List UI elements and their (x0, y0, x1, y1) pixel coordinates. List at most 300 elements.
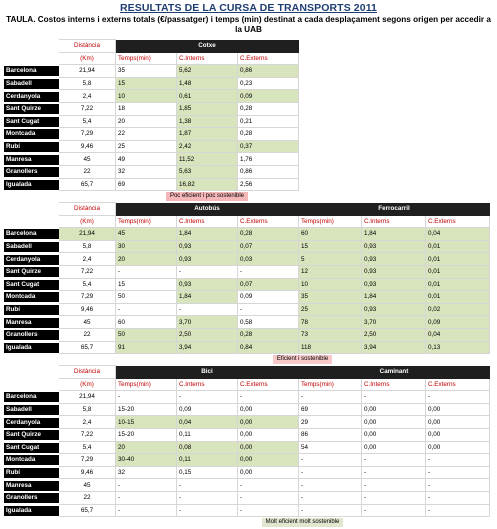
value-cell: 78 (299, 316, 362, 329)
table-row (3, 265, 490, 278)
city-label: Barcelona (4, 66, 59, 76)
distance-value: 5,4 (59, 441, 116, 454)
distance-value: 5,8 (59, 240, 116, 253)
km-header: (Km) (59, 378, 116, 391)
value-cell: 0,09 (177, 403, 238, 416)
distance-value: 2,4 (59, 253, 116, 266)
value-cell: 5 (299, 253, 362, 266)
value-cell: - (299, 479, 362, 492)
value-cell: 15-20 (116, 428, 177, 441)
external-cost-header: C.Externs (238, 52, 299, 65)
table-row (3, 466, 490, 479)
value-cell: 1,76 (238, 153, 299, 166)
value-cell: - (116, 303, 177, 316)
city-cell (3, 178, 59, 191)
distance-value: 45 (59, 479, 116, 492)
city-label: Granollers (4, 493, 59, 503)
city-label: Cerdanyola (4, 418, 59, 428)
value-cell: 0,23 (238, 77, 299, 90)
city-cell (3, 504, 59, 517)
value-cell: 5,62 (177, 65, 238, 78)
time-column-header: Temps(min) (299, 215, 362, 228)
value-cell: - (362, 491, 426, 504)
city-cell (3, 115, 59, 128)
city-label: Montcada (4, 292, 59, 302)
value-cell: 3,94 (362, 341, 426, 354)
distance-value: 7,29 (59, 128, 116, 141)
value-cell: - (238, 391, 299, 404)
value-cell: 0,09 (238, 90, 299, 103)
internal-cost-header: C.Interns (362, 378, 426, 391)
value-cell: 50 (116, 328, 177, 341)
city-label: Sant Quirze (4, 104, 59, 114)
value-cell: - (362, 479, 426, 492)
value-cell: - (426, 479, 490, 492)
value-cell: 50 (116, 291, 177, 304)
mode-header: Ferrocarril (299, 203, 490, 216)
city-cell (3, 265, 59, 278)
value-cell: 118 (299, 341, 362, 354)
distance-header: Distància (59, 40, 116, 53)
table-row (3, 341, 490, 354)
value-cell: 0,28 (238, 228, 299, 241)
value-cell: - (177, 491, 238, 504)
value-cell: - (116, 265, 177, 278)
table-row (3, 303, 490, 316)
value-cell: 0,11 (177, 454, 238, 467)
external-cost-header: C.Externs (238, 378, 299, 391)
mode-header: Autobús (116, 203, 299, 216)
value-cell: 0,00 (362, 416, 426, 429)
city-cell (3, 466, 59, 479)
value-cell: 29 (299, 416, 362, 429)
value-cell: 35 (299, 291, 362, 304)
city-label: Sant Quirze (4, 430, 59, 440)
table-row (3, 291, 490, 304)
distance-header: Distància (59, 203, 116, 216)
value-cell: - (426, 504, 490, 517)
value-cell: 20 (116, 253, 177, 266)
city-label: Cerdanyola (4, 92, 59, 102)
city-label: Barcelona (4, 392, 59, 402)
value-cell: 11,52 (177, 153, 238, 166)
value-cell: 0,93 (362, 265, 426, 278)
value-cell: - (299, 491, 362, 504)
distance-value: 7,22 (59, 428, 116, 441)
value-cell: - (116, 504, 177, 517)
value-cell: 0,93 (177, 278, 238, 291)
distance-value: 21,94 (59, 65, 116, 78)
value-cell: 35 (116, 65, 177, 78)
value-cell: 45 (116, 228, 177, 241)
distance-value: 22 (59, 165, 116, 178)
value-cell: 0,00 (426, 441, 490, 454)
value-cell: 0,00 (238, 428, 299, 441)
value-cell: 1,84 (362, 291, 426, 304)
value-cell: 0,01 (426, 253, 490, 266)
distance-value: 45 (59, 316, 116, 329)
value-cell: 1,48 (177, 77, 238, 90)
distance-value: 5,8 (59, 77, 116, 90)
value-cell: 5,63 (177, 165, 238, 178)
report-title: RESULTATS DE LA CURSA DE TRANSPORTS 2011 (119, 2, 377, 14)
city-cell (3, 153, 59, 166)
value-cell: 0,86 (238, 165, 299, 178)
table-caption: TAULA. Costos interns i externs totals (€/passatger) i temps (min) destinat a cada desplaçament segons origen per accedir a la UAB (6, 15, 491, 34)
value-cell: 2,50 (362, 328, 426, 341)
external-cost-header: C.Externs (238, 215, 299, 228)
bici-caminant-table (3, 365, 490, 529)
city-cell (3, 341, 59, 354)
value-cell: 25 (299, 303, 362, 316)
time-column-header: Temps(min) (116, 52, 177, 65)
value-cell: 0,00 (238, 454, 299, 467)
value-cell: - (299, 504, 362, 517)
table-row (3, 153, 299, 166)
city-cell (3, 303, 59, 316)
table-row (3, 479, 490, 492)
city-cell (3, 291, 59, 304)
distance-value: 65,7 (59, 178, 116, 191)
value-cell: 0,58 (238, 316, 299, 329)
city-cell (3, 428, 59, 441)
distance-value: 65,7 (59, 341, 116, 354)
value-cell: - (299, 466, 362, 479)
table-row (3, 316, 490, 329)
value-cell: 0,01 (426, 278, 490, 291)
table-row (3, 491, 490, 504)
value-cell: 0,00 (238, 416, 299, 429)
value-cell: 69 (299, 403, 362, 416)
city-cell (3, 253, 59, 266)
table-row (3, 240, 490, 253)
distance-value: 7,29 (59, 291, 116, 304)
value-cell: 10-15 (116, 416, 177, 429)
value-cell: 0,61 (177, 90, 238, 103)
city-label: Sabadell (4, 242, 59, 252)
distance-value: 65,7 (59, 504, 116, 517)
value-cell: - (426, 391, 490, 404)
city-label: Cerdanyola (4, 255, 59, 265)
distance-header: Distància (59, 366, 116, 379)
value-cell: 0,07 (238, 240, 299, 253)
distance-value: 45 (59, 153, 116, 166)
city-label: Montcada (4, 129, 59, 139)
city-label: Granollers (4, 330, 59, 340)
city-cell (3, 403, 59, 416)
table-row (3, 178, 299, 191)
distance-value: 2,4 (59, 416, 116, 429)
value-cell: 0,13 (426, 341, 490, 354)
value-cell: 0,00 (362, 441, 426, 454)
value-cell: - (116, 491, 177, 504)
value-cell: - (362, 391, 426, 404)
city-cell (3, 441, 59, 454)
city-label: Sant Quirze (4, 267, 59, 277)
city-label: Sabadell (4, 405, 59, 415)
table-row (3, 278, 490, 291)
city-cell (3, 316, 59, 329)
value-cell: 1,85 (177, 102, 238, 115)
value-cell: - (299, 391, 362, 404)
city-label: Sant Cugat (4, 443, 59, 453)
value-cell: 91 (116, 341, 177, 354)
value-cell: - (426, 466, 490, 479)
table-row (3, 228, 490, 241)
value-cell: 0,01 (426, 291, 490, 304)
value-cell: 0,86 (238, 65, 299, 78)
efficiency-note (116, 191, 299, 203)
city-cell (3, 102, 59, 115)
value-cell: 0,93 (362, 240, 426, 253)
value-cell: 3,94 (177, 341, 238, 354)
value-cell: 2,56 (238, 178, 299, 191)
table-row (3, 403, 490, 416)
mode-header: Cotxe (116, 40, 299, 53)
value-cell: - (362, 454, 426, 467)
city-cell (3, 328, 59, 341)
internal-cost-header: C.Interns (177, 52, 238, 65)
city-cell (3, 140, 59, 153)
efficiency-note (116, 517, 490, 529)
value-cell: 1,84 (362, 228, 426, 241)
value-cell: 69 (116, 178, 177, 191)
value-cell: - (177, 504, 238, 517)
distance-value: 21,94 (59, 391, 116, 404)
value-cell: 0,00 (362, 403, 426, 416)
value-cell: - (238, 265, 299, 278)
city-label: Manresa (4, 155, 59, 165)
value-cell: 12 (299, 265, 362, 278)
value-cell: 54 (299, 441, 362, 454)
value-cell: 1,84 (177, 291, 238, 304)
city-label: Igualada (4, 180, 59, 190)
city-cell (3, 90, 59, 103)
value-cell: - (116, 391, 177, 404)
city-label: Barcelona (4, 229, 59, 239)
value-cell: 0,15 (177, 466, 238, 479)
value-cell: 30 (116, 240, 177, 253)
city-cell (3, 391, 59, 404)
time-column-header: Temps(min) (116, 378, 177, 391)
value-cell: - (177, 265, 238, 278)
value-cell: - (299, 454, 362, 467)
city-cell (3, 454, 59, 467)
value-cell: 0,04 (426, 328, 490, 341)
value-cell: - (426, 454, 490, 467)
city-cell (3, 240, 59, 253)
value-cell: - (177, 303, 238, 316)
city-cell (3, 165, 59, 178)
mode-header: Bici (116, 366, 299, 379)
distance-value: 9,46 (59, 466, 116, 479)
city-cell (3, 128, 59, 141)
value-cell: 3,70 (362, 316, 426, 329)
value-cell: 16,82 (177, 178, 238, 191)
value-cell: 15-20 (116, 403, 177, 416)
value-cell: 1,84 (177, 228, 238, 241)
value-cell: 0,28 (238, 128, 299, 141)
city-label: Manresa (4, 318, 59, 328)
value-cell: 0,93 (177, 253, 238, 266)
km-header: (Km) (59, 52, 116, 65)
city-cell (3, 228, 59, 241)
table-row (3, 416, 490, 429)
time-column-header: Temps(min) (116, 215, 177, 228)
value-cell: 3,70 (177, 316, 238, 329)
table-row (3, 65, 299, 78)
city-label: Sant Cugat (4, 117, 59, 127)
value-cell: 15 (116, 278, 177, 291)
value-cell: 0,00 (362, 428, 426, 441)
autobus-ferrocarril-table (3, 202, 490, 366)
city-label: Sant Cugat (4, 280, 59, 290)
value-cell: - (116, 479, 177, 492)
value-cell: 2,42 (177, 140, 238, 153)
value-cell: 0,37 (238, 140, 299, 153)
value-cell: 86 (299, 428, 362, 441)
distance-value: 5,4 (59, 278, 116, 291)
value-cell: 0,21 (238, 115, 299, 128)
value-cell: 0,01 (426, 265, 490, 278)
value-cell: 0,11 (177, 428, 238, 441)
value-cell: 0,93 (362, 278, 426, 291)
city-label: Granollers (4, 167, 59, 177)
value-cell: 20 (116, 441, 177, 454)
value-cell: 73 (299, 328, 362, 341)
city-cell (3, 278, 59, 291)
distance-value: 7,29 (59, 454, 116, 467)
distance-value: 22 (59, 328, 116, 341)
value-cell: - (426, 491, 490, 504)
city-cell (3, 479, 59, 492)
value-cell: - (238, 303, 299, 316)
value-cell: 0,00 (238, 441, 299, 454)
value-cell: 10 (299, 278, 362, 291)
value-cell: 18 (116, 102, 177, 115)
value-cell: 0,84 (238, 341, 299, 354)
distance-value: 22 (59, 491, 116, 504)
value-cell: 0,04 (177, 416, 238, 429)
cotxe-table (3, 39, 299, 203)
efficiency-label: Eficient i sostenible (273, 355, 332, 364)
table-row (3, 428, 490, 441)
distance-value: 2,4 (59, 90, 116, 103)
city-label: Rubí (4, 305, 59, 315)
value-cell: 0,01 (426, 240, 490, 253)
value-cell: 10 (116, 90, 177, 103)
distance-value: 5,4 (59, 115, 116, 128)
efficiency-note (116, 354, 490, 366)
value-cell: 0,93 (362, 303, 426, 316)
efficiency-label: Molt eficient molt sostenible (262, 518, 344, 527)
distance-value: 7,22 (59, 265, 116, 278)
value-cell: 0,02 (426, 303, 490, 316)
value-cell: 0,28 (238, 102, 299, 115)
time-column-header: Temps(min) (299, 378, 362, 391)
value-cell: 0,00 (426, 416, 490, 429)
km-header: (Km) (59, 215, 116, 228)
value-cell: 15 (299, 240, 362, 253)
internal-cost-header: C.Interns (362, 215, 426, 228)
value-cell: 0,00 (238, 403, 299, 416)
external-cost-header: C.Externs (426, 215, 490, 228)
city-label: Rubí (4, 142, 59, 152)
table-row (3, 115, 299, 128)
value-cell: - (362, 504, 426, 517)
value-cell: 0,00 (426, 428, 490, 441)
city-cell (3, 491, 59, 504)
table-row (3, 128, 299, 141)
city-label: Rubí (4, 468, 59, 478)
table-row (3, 441, 490, 454)
table-row (3, 454, 490, 467)
table-row (3, 504, 490, 517)
value-cell: 20 (116, 115, 177, 128)
table-row (3, 140, 299, 153)
distance-value: 5,8 (59, 403, 116, 416)
value-cell: 2,50 (177, 328, 238, 341)
value-cell: - (362, 466, 426, 479)
efficiency-label: Poc eficient i poc sostenible (166, 192, 248, 201)
city-label: Igualada (4, 506, 59, 516)
value-cell: 0,09 (238, 291, 299, 304)
city-label: Igualada (4, 343, 59, 353)
city-label: Sabadell (4, 79, 59, 89)
distance-value: 9,46 (59, 303, 116, 316)
value-cell: 60 (116, 316, 177, 329)
internal-cost-header: C.Interns (177, 215, 238, 228)
table-row (3, 90, 299, 103)
value-cell: - (238, 504, 299, 517)
value-cell: 32 (116, 165, 177, 178)
city-label: Manresa (4, 481, 59, 491)
mode-header: Caminant (299, 366, 490, 379)
value-cell: 0,03 (238, 253, 299, 266)
distance-value: 21,94 (59, 228, 116, 241)
value-cell: 0,08 (177, 441, 238, 454)
value-cell: 25 (116, 140, 177, 153)
value-cell: 0,93 (362, 253, 426, 266)
value-cell: 15 (116, 77, 177, 90)
external-cost-header: C.Externs (426, 378, 490, 391)
value-cell: 0,07 (238, 278, 299, 291)
value-cell: 32 (116, 466, 177, 479)
distance-value: 9,46 (59, 140, 116, 153)
internal-cost-header: C.Interns (177, 378, 238, 391)
city-label: Montcada (4, 455, 59, 465)
value-cell: - (177, 391, 238, 404)
value-cell: - (177, 479, 238, 492)
distance-value: 7,22 (59, 102, 116, 115)
value-cell: 0,93 (177, 240, 238, 253)
value-cell: 0,00 (238, 466, 299, 479)
value-cell: - (238, 491, 299, 504)
value-cell: 1,87 (177, 128, 238, 141)
value-cell: 60 (299, 228, 362, 241)
value-cell: 0,00 (426, 403, 490, 416)
value-cell: 30-40 (116, 454, 177, 467)
city-cell (3, 77, 59, 90)
value-cell: - (238, 479, 299, 492)
table-row (3, 165, 299, 178)
table-row (3, 77, 299, 90)
value-cell: 22 (116, 128, 177, 141)
value-cell: 1,38 (177, 115, 238, 128)
value-cell: 49 (116, 153, 177, 166)
value-cell: 0,04 (426, 228, 490, 241)
table-row (3, 253, 490, 266)
